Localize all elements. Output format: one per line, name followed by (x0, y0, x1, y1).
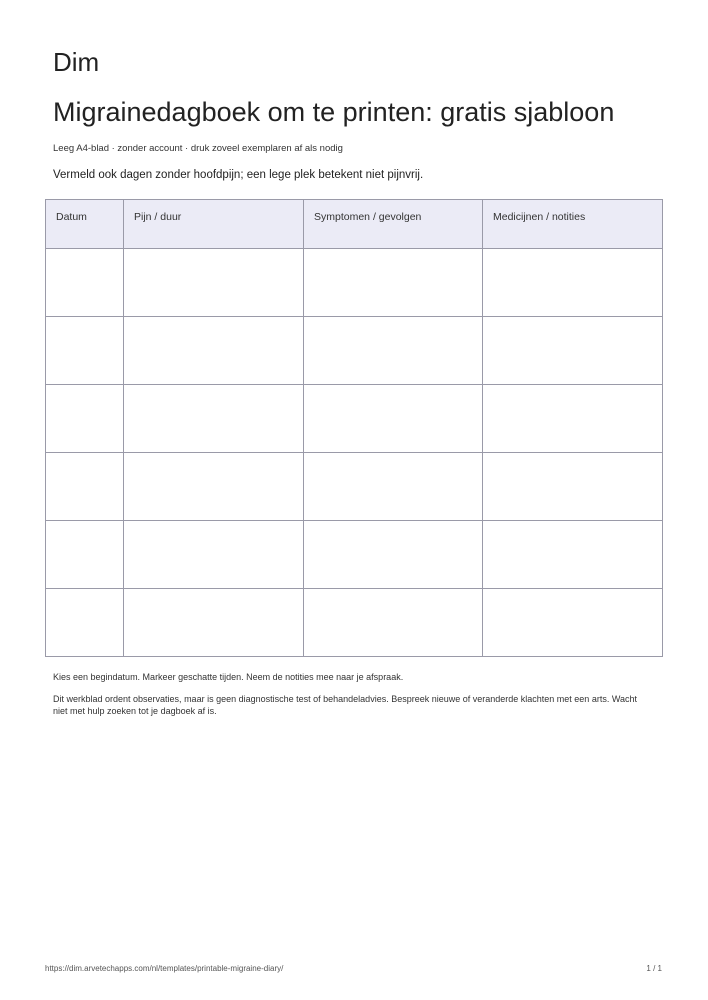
table-cell (46, 317, 124, 385)
table-cell (304, 453, 483, 521)
brand-name: Dim (53, 47, 100, 77)
disclaimer-text: Dit werkblad ordent observaties, maar is geen diagnostische test of behandeladvies. Bespreek nieuwe of veranderde klachten met een arts. Wacht niet met hulp zoeken tot je dagboek af is. (53, 694, 637, 716)
table-row (46, 249, 663, 317)
table-cell (483, 317, 663, 385)
column-header-datum: Datum (46, 200, 124, 249)
table-cell (304, 521, 483, 589)
table-cell (483, 249, 663, 317)
diary-table (45, 199, 663, 657)
table-cell (483, 385, 663, 453)
table-cell (304, 249, 483, 317)
table-cell (124, 317, 304, 385)
table-cell (483, 521, 663, 589)
table-cell (124, 589, 304, 657)
page-title: Migrainedagboek om te printen: gratis sjabloon (53, 97, 615, 127)
subtitle-meta: Leeg A4-blad · zonder account · druk zoveel exemplaren af als nodig (53, 143, 343, 154)
table-cell (124, 385, 304, 453)
column-header-pijn-duur: Pijn / duur (124, 200, 304, 249)
table-cell (46, 589, 124, 657)
source-url-link[interactable]: https://dim.arvetechapps.com/nl/templates/printable-migraine-diary/ (45, 964, 284, 973)
intro-note: Vermeld ook dagen zonder hoofdpijn; een lege plek betekent niet pijnvrij. (53, 169, 424, 181)
table-cell (46, 249, 124, 317)
table-cell (124, 453, 304, 521)
table-cell (304, 385, 483, 453)
table-cell (483, 453, 663, 521)
table-header-row (46, 200, 663, 249)
column-header-symptomen: Symptomen / gevolgen (304, 200, 483, 249)
table-row (46, 385, 663, 453)
table-row (46, 521, 663, 589)
table-row (46, 589, 663, 657)
instructions-block (53, 671, 653, 727)
table-row (46, 317, 663, 385)
column-header-medicijnen: Medicijnen / notities (483, 200, 663, 249)
table-cell (304, 317, 483, 385)
instructions-line: Kies een begindatum. Markeer geschatte tijden. Neem de notities mee naar je afspraak. (53, 672, 404, 682)
page-number: 1 / 1 (646, 964, 662, 973)
table-row (46, 453, 663, 521)
table-cell (46, 453, 124, 521)
table-cell (483, 589, 663, 657)
table-cell (124, 249, 304, 317)
table-cell (46, 521, 124, 589)
table-cell (46, 385, 124, 453)
table-cell (124, 521, 304, 589)
table-cell (304, 589, 483, 657)
